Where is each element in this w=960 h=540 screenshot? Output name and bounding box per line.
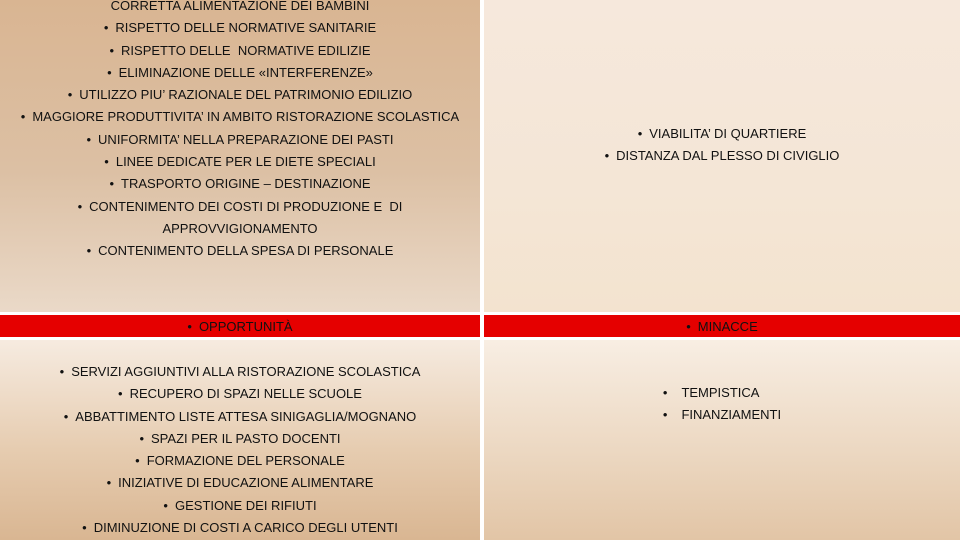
threats-header xyxy=(484,315,960,337)
bullet-icon: • xyxy=(109,176,115,192)
list-item: APPROVVIGIONAMENTO xyxy=(162,220,318,236)
bullet-icon: • xyxy=(103,20,109,36)
bullet-icon: • xyxy=(686,318,691,334)
bullet-icon: • xyxy=(104,154,109,170)
list-item: • UTILIZZO PIU’ RAZIONALE DEL PATRIMONIO EDILIZIO xyxy=(21,84,459,106)
list-item: • DISTANZA DAL PLESSO DI CIVIGLIO xyxy=(605,145,840,167)
bullet-icon: • xyxy=(86,131,92,147)
list-item: • CONTENIMENTO DELLA SPESA DI PERSONALE xyxy=(21,240,459,262)
list-item: • INIZIATIVE DI EDUCAZIONE ALIMENTARE xyxy=(60,472,421,494)
bullet-icon: • xyxy=(59,364,65,379)
opportunities-title: OPPORTUNITÀ xyxy=(198,318,293,334)
list-item: • DIMINUZIONE DI COSTI A CARICO DEGLI UTENTI xyxy=(60,517,421,539)
strengths-list xyxy=(21,0,459,263)
bullet-icon: • xyxy=(637,125,643,141)
bullet-icon: • xyxy=(63,408,69,424)
bullet-icon: • xyxy=(67,87,73,103)
list-item: • VIABILITA’ DI QUARTIERE xyxy=(605,123,840,145)
list-item: • RISPETTO DELLE NORMATIVE EDILIZIE xyxy=(21,40,459,62)
bullet-icon: • xyxy=(107,64,112,80)
bullet-icon: • xyxy=(109,42,115,58)
bullet-icon: • xyxy=(604,148,610,163)
bullet-icon: • xyxy=(82,520,87,536)
list-item: • ELIMINAZIONE DELLE «INTERFERENZE» xyxy=(21,62,459,84)
strengths-quadrant xyxy=(0,0,480,312)
list-item: • SERVIZI AGGIUNTIVI ALLA RISTORAZIONE SCOLASTICA xyxy=(60,361,421,383)
list-item: • LINEE DEDICATE PER LE DIETE SPECIALI xyxy=(21,151,459,173)
list-item: • GESTIONE DEI RIFIUTI xyxy=(60,495,421,517)
list-item: • ABBATTIMENTO LISTE ATTESA SINIGAGLIA/MOGNANO xyxy=(60,406,421,428)
list-item: • TRASPORTO ORIGINE – DESTINAZIONE xyxy=(21,173,459,195)
opportunities-header xyxy=(0,315,480,337)
threats-quadrant xyxy=(484,340,960,540)
list-item: • CONTENIMENTO DEI COSTI DI PRODUZIONE E DI xyxy=(21,196,459,218)
list-item: • FINANZIAMENTI xyxy=(663,404,781,426)
bullet-icon: • xyxy=(139,430,145,446)
list-item: • RECUPERO DI SPAZI NELLE SCUOLE xyxy=(60,383,421,405)
bullet-icon: • xyxy=(135,453,140,469)
weaknesses-quadrant xyxy=(484,0,960,312)
bullet-icon: • xyxy=(106,475,112,491)
weaknesses-list xyxy=(605,123,840,168)
list-item: • RISPETTO DELLE NORMATIVE SANITARIE xyxy=(21,17,459,39)
list-item: CORRETTA ALIMENTAZIONE DEI BAMBINI xyxy=(110,0,370,13)
bullet-icon: • xyxy=(662,407,668,423)
list-item: • UNIFORMITA’ NELLA PREPARAZIONE DEI PASTI xyxy=(21,129,459,151)
bullet-icon: • xyxy=(187,318,192,334)
bullet-icon: • xyxy=(163,497,168,513)
opportunities-list xyxy=(60,361,421,539)
bullet-icon: • xyxy=(77,198,83,214)
list-item: • TEMPISTICA xyxy=(663,382,781,404)
list-item: • SPAZI PER IL PASTO DOCENTI xyxy=(60,428,421,450)
opportunities-quadrant xyxy=(0,340,480,540)
list-item: • MAGGIORE PRODUTTIVITA’ IN AMBITO RISTORAZIONE SCOLASTICA xyxy=(21,106,459,128)
bullet-icon: • xyxy=(662,385,668,400)
bullet-icon: • xyxy=(86,243,92,259)
bullet-icon: • xyxy=(118,386,123,402)
threats-title: MINACCE xyxy=(697,318,758,334)
list-item: • FORMAZIONE DEL PERSONALE xyxy=(60,450,421,472)
threats-list xyxy=(663,382,781,427)
bullet-icon: • xyxy=(20,109,26,125)
